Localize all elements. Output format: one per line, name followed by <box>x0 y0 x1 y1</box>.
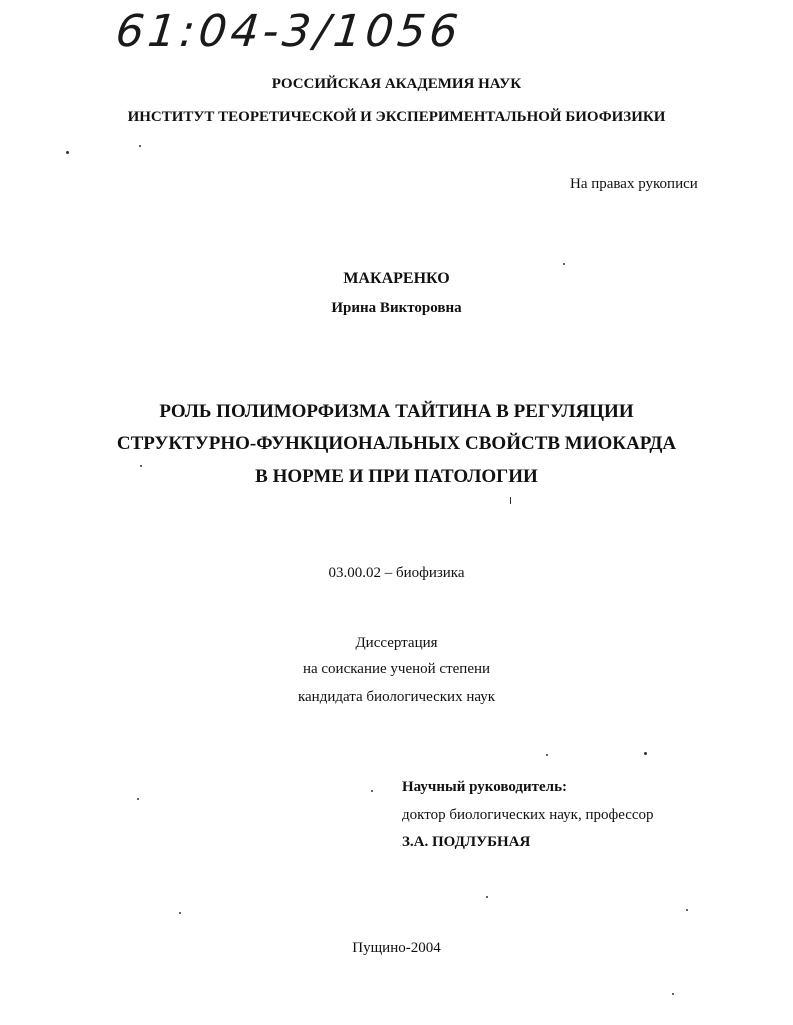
scan-speck <box>672 993 674 995</box>
supervisor-label: Научный руководитель: <box>402 779 567 795</box>
dissertation-line-2: на соискание ученой степени <box>302 661 491 677</box>
scan-speck <box>371 790 373 792</box>
specialty-code: 03.00.02 – биофизика <box>328 565 465 581</box>
academy-name: РОССИЙСКАЯ АКАДЕМИЯ НАУК <box>271 76 522 92</box>
scan-speck <box>510 497 511 504</box>
scan-speck <box>66 151 69 154</box>
thesis-title-line-3: В НОРМЕ И ПРИ ПАТОЛОГИИ <box>255 466 538 487</box>
scan-speck <box>137 798 139 800</box>
scan-speck <box>546 754 548 756</box>
rights-note: На правах рукописи <box>570 176 698 192</box>
supervisor-degree: доктор биологических наук, профессор <box>402 807 654 823</box>
dissertation-line-1: Диссертация <box>355 635 438 651</box>
scan-speck <box>179 912 181 914</box>
supervisor-name: З.А. ПОДЛУБНАЯ <box>402 834 531 850</box>
dissertation-line-3: кандидата биологических наук <box>297 689 496 705</box>
scan-speck <box>563 263 565 265</box>
scan-speck <box>140 465 142 467</box>
thesis-title-line-2: СТРУКТУРНО-ФУНКЦИОНАЛЬНЫХ СВОЙСТВ МИОКАРДА <box>116 433 677 454</box>
thesis-title-line-1: РОЛЬ ПОЛИМОРФИЗМА ТАЙТИНА В РЕГУЛЯЦИИ <box>159 401 634 422</box>
scan-speck <box>644 752 647 755</box>
city-year: Пущино-2004 <box>352 940 441 956</box>
author-given-name: Ирина Викторовна <box>331 300 462 316</box>
scan-speck <box>139 145 141 147</box>
institute-name: ИНСТИТУТ ТЕОРЕТИЧЕСКОЙ И ЭКСПЕРИМЕНТАЛЬНОЙ БИОФИЗИКИ <box>127 109 666 125</box>
handwritten-archive-number: 61:04-3/1056 <box>113 6 465 57</box>
author-surname: МАКАРЕНКО <box>343 270 450 287</box>
scan-speck <box>486 896 488 898</box>
scan-speck <box>686 909 688 911</box>
